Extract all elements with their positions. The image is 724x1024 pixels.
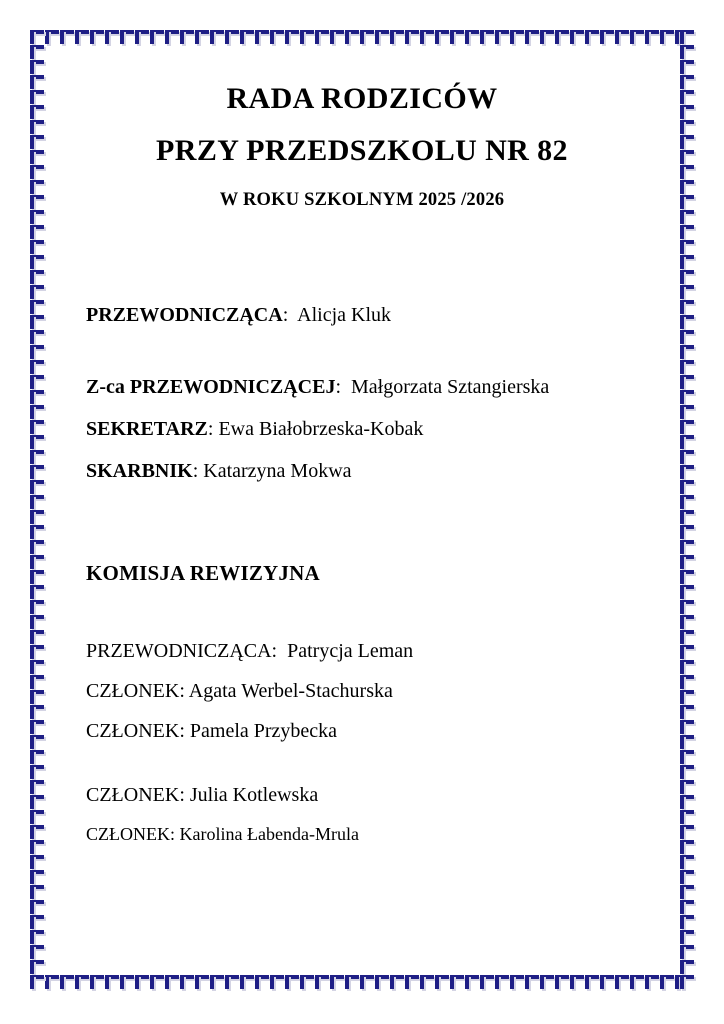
border-motif bbox=[570, 975, 585, 990]
border-motif bbox=[675, 975, 690, 990]
border-motif bbox=[615, 975, 630, 990]
border-motif bbox=[45, 975, 60, 990]
border-motif bbox=[585, 975, 600, 990]
border-motif bbox=[680, 885, 695, 900]
border-motif bbox=[660, 975, 675, 990]
board-chair-label: PRZEWODNICZĄCA bbox=[86, 304, 283, 326]
separator-colon: : bbox=[179, 720, 185, 742]
border-motif bbox=[225, 975, 240, 990]
board-row-treasurer bbox=[86, 461, 694, 481]
page-title-line-2: PRZY PRZEDSZKOLU NR 82 bbox=[156, 134, 568, 167]
audit-member-name: Pamela Przybecka bbox=[189, 720, 338, 742]
board-row-secretary bbox=[86, 419, 694, 439]
border-motif bbox=[360, 975, 375, 990]
border-motif bbox=[630, 975, 645, 990]
border-motif bbox=[30, 915, 45, 930]
border-motif bbox=[540, 975, 555, 990]
board-vice-chair-name: Małgorzata Sztangierska bbox=[351, 376, 550, 398]
border-motif bbox=[30, 885, 45, 900]
audit-member-label: CZŁONEK bbox=[86, 680, 180, 702]
border-motif bbox=[285, 975, 300, 990]
border-motif bbox=[30, 930, 45, 945]
audit-member-label: CZŁONEK bbox=[86, 784, 180, 806]
border-motif bbox=[300, 975, 315, 990]
border-motif bbox=[315, 975, 330, 990]
border-motif bbox=[390, 975, 405, 990]
border-motif bbox=[195, 975, 210, 990]
border-motif bbox=[255, 975, 270, 990]
audit-committee-heading: KOMISJA REWIZYJNA bbox=[86, 561, 320, 585]
board-treasurer-name: Katarzyna Mokwa bbox=[203, 460, 352, 482]
separator-colon: : bbox=[271, 640, 278, 662]
border-motif bbox=[435, 975, 450, 990]
board-row-chair bbox=[86, 305, 694, 325]
board-secretary-name: Ewa Białobrzeska-Kobak bbox=[218, 418, 424, 440]
border-motif bbox=[120, 975, 135, 990]
border-motif bbox=[345, 975, 360, 990]
border-motif bbox=[680, 870, 695, 885]
border-motif bbox=[270, 975, 285, 990]
border-motif bbox=[30, 975, 45, 990]
border-motif bbox=[210, 975, 225, 990]
separator-colon: : bbox=[170, 824, 176, 844]
border-motif bbox=[30, 960, 45, 975]
audit-row-chair bbox=[86, 641, 694, 661]
audit-member-name: Julia Kotlewska bbox=[189, 784, 319, 806]
border-motif bbox=[30, 945, 45, 960]
separator-colon: : bbox=[192, 460, 199, 482]
document-header bbox=[0, 84, 724, 211]
border-motif bbox=[450, 975, 465, 990]
border-motif bbox=[495, 975, 510, 990]
border-motif bbox=[510, 975, 525, 990]
separator-colon: : bbox=[335, 376, 342, 398]
border-motif bbox=[420, 975, 435, 990]
board-chair-name: Alicja Kluk bbox=[297, 304, 392, 326]
border-motif bbox=[645, 975, 660, 990]
border-motif bbox=[465, 975, 480, 990]
audit-chair-name: Patrycja Leman bbox=[287, 640, 414, 662]
audit-row-member bbox=[86, 825, 694, 843]
board-secretary-label: SEKRETARZ bbox=[86, 418, 208, 440]
border-motif bbox=[680, 855, 695, 870]
border-motif bbox=[180, 975, 195, 990]
audit-row-member bbox=[86, 785, 694, 805]
border-motif bbox=[405, 975, 420, 990]
board-vice-chair-label: Z-ca PRZEWODNICZĄCEJ bbox=[86, 376, 336, 398]
separator-colon: : bbox=[282, 304, 289, 326]
audit-chair-label: PRZEWODNICZĄCA bbox=[86, 640, 272, 662]
audit-member-label: CZŁONEK bbox=[86, 824, 170, 844]
school-year-subtitle: W ROKU SZKOLNYM 2025 /2026 bbox=[219, 190, 505, 210]
separator-colon: : bbox=[179, 784, 185, 806]
border-motif bbox=[90, 975, 105, 990]
border-motif bbox=[375, 975, 390, 990]
border-motif bbox=[330, 975, 345, 990]
border-motif bbox=[480, 975, 495, 990]
border-motif bbox=[30, 900, 45, 915]
border-motif bbox=[680, 915, 695, 930]
audit-member-name: Agata Werbel-Stachurska bbox=[188, 680, 393, 702]
border-motif bbox=[680, 900, 695, 915]
audit-row-member bbox=[86, 681, 694, 701]
document-body bbox=[86, 305, 694, 843]
border-motif bbox=[105, 975, 120, 990]
border-motif bbox=[525, 975, 540, 990]
border-motif bbox=[680, 945, 695, 960]
border-motif bbox=[135, 975, 150, 990]
border-motif bbox=[600, 975, 615, 990]
audit-member-name: Karolina Łabenda-Mrula bbox=[179, 824, 359, 844]
audit-row-member bbox=[86, 721, 694, 741]
page-title-line-1: RADA RODZICÓW bbox=[226, 82, 498, 115]
border-motif bbox=[60, 975, 75, 990]
separator-colon: : bbox=[179, 680, 185, 702]
board-treasurer-label: SKARBNIK bbox=[86, 460, 193, 482]
border-motif bbox=[680, 975, 695, 990]
separator-colon: : bbox=[207, 418, 214, 440]
border-motif bbox=[555, 975, 570, 990]
border-edge-bottom bbox=[30, 975, 690, 990]
border-motif bbox=[75, 975, 90, 990]
border-motif bbox=[150, 975, 165, 990]
board-row-vice-chair bbox=[86, 377, 694, 397]
border-motif bbox=[30, 975, 45, 990]
border-motif bbox=[30, 855, 45, 870]
border-motif bbox=[165, 975, 180, 990]
border-motif bbox=[30, 870, 45, 885]
border-motif bbox=[680, 930, 695, 945]
border-motif bbox=[680, 960, 695, 975]
border-motif bbox=[240, 975, 255, 990]
audit-member-label: CZŁONEK bbox=[86, 720, 180, 742]
